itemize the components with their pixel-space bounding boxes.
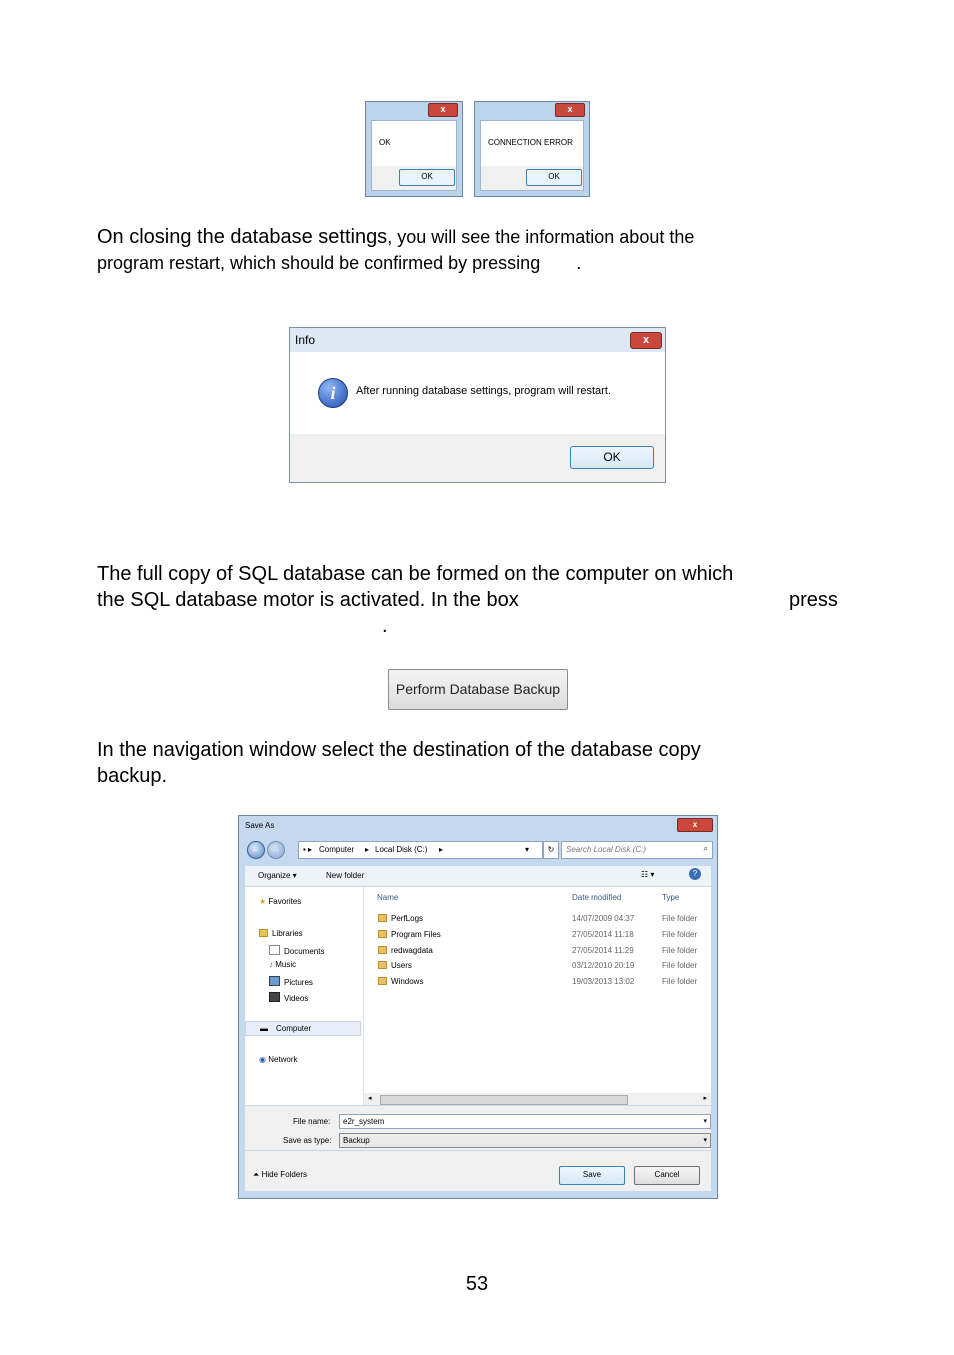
dialog-message: After running database settings, program will restart. <box>356 385 611 397</box>
dialog-title: Save As <box>245 821 275 830</box>
library-icon <box>259 929 268 937</box>
paragraph-line2-end: press <box>789 589 838 611</box>
folder-icon <box>378 946 387 954</box>
sidebar-item-label: Favorites <box>268 897 302 906</box>
chevron-down-icon[interactable]: ▾ <box>703 1118 707 1125</box>
address-bar[interactable] <box>298 841 543 859</box>
file-name: Users <box>391 961 412 970</box>
save-options <box>245 1106 711 1150</box>
file-list <box>364 887 711 1105</box>
ok-message-dialog <box>365 101 463 197</box>
paragraph-line3: . <box>382 615 388 637</box>
paragraph-line2: program restart, which should be confirmed by pressing <box>97 253 541 273</box>
paragraph-line2-end: . <box>576 253 582 273</box>
hide-folders-button[interactable] <box>253 1170 307 1180</box>
connection-error-dialog <box>474 101 590 197</box>
pictures-icon <box>269 976 280 986</box>
sidebar-item-videos[interactable] <box>269 992 308 1003</box>
back-icon[interactable]: ← <box>247 841 265 859</box>
sidebar-item-documents[interactable] <box>269 945 324 956</box>
paragraph-line2: backup. <box>97 765 168 787</box>
sidebar-item-network[interactable] <box>259 1055 298 1064</box>
folder-icon <box>378 977 387 985</box>
chevron-up-icon: ⏶ <box>253 1170 262 1179</box>
search-input[interactable] <box>561 841 713 859</box>
file-date: 14/07/2009 04:37 <box>572 914 635 923</box>
refresh-icon[interactable]: ↻ <box>543 841 559 859</box>
file-date: 03/12/2010 20:19 <box>572 961 635 970</box>
list-item[interactable] <box>378 961 412 970</box>
sidebar-item-label: Computer <box>276 1024 312 1033</box>
chevron-left-icon[interactable]: ◂ <box>368 1095 372 1102</box>
network-icon: ◉ <box>259 1055 269 1064</box>
organize-button[interactable]: Organize ▾ <box>258 871 297 880</box>
dialog-content <box>371 120 457 191</box>
paragraph-backup-intro <box>97 561 857 639</box>
file-name-field[interactable] <box>339 1114 711 1129</box>
dialog-content <box>480 120 584 191</box>
computer-icon: ▬ <box>260 1024 268 1033</box>
paragraph-line1: In the navigation window select the destination of the database copy <box>97 739 701 761</box>
breadcrumb-computer[interactable]: Computer <box>319 845 355 854</box>
file-browser <box>245 887 711 1105</box>
help-icon[interactable]: ? <box>689 868 701 880</box>
file-name-value: e2r_system <box>343 1117 385 1126</box>
paragraph-line2: the SQL database motor is activated. In the box <box>97 589 519 611</box>
sidebar-item-computer[interactable] <box>245 1021 361 1036</box>
column-header-name[interactable]: Name <box>377 893 399 902</box>
page-number: 53 <box>465 1273 489 1295</box>
list-item[interactable] <box>378 946 433 955</box>
search-icon: ⌕ <box>703 844 708 853</box>
forward-icon[interactable]: → <box>267 841 285 859</box>
dialog-message: OK <box>379 138 391 147</box>
paragraph-rest: , you will see the information about the <box>387 227 695 247</box>
videos-icon <box>269 992 280 1002</box>
ok-button[interactable]: OK <box>526 169 582 186</box>
horizontal-scrollbar[interactable] <box>364 1093 711 1105</box>
file-type: File folder <box>662 914 698 923</box>
file-name: Program Files <box>391 930 441 939</box>
breadcrumb-local-disk[interactable]: Local Disk (C:) <box>375 845 428 854</box>
sidebar-item-label: Videos <box>284 994 309 1003</box>
paragraph-line1: The full copy of SQL database can be formed on the computer on which <box>97 563 734 585</box>
sidebar-item-label: Libraries <box>272 929 303 938</box>
save-as-dialog <box>238 815 718 1199</box>
file-name: Windows <box>391 977 424 986</box>
file-name: PerfLogs <box>391 914 424 923</box>
info-dialog <box>289 327 666 483</box>
paragraph-restart-info <box>97 224 694 276</box>
file-date: 27/05/2014 11:29 <box>572 946 634 955</box>
dialog-footer <box>290 434 665 482</box>
chevron-right-icon: ▸ <box>365 845 370 854</box>
paragraph-lead: On closing the database settings <box>97 226 388 248</box>
save-type-value: Backup <box>343 1136 370 1145</box>
music-icon: ♪ <box>269 960 276 969</box>
folder-icon <box>378 914 387 922</box>
folder-icon <box>378 961 387 969</box>
save-button[interactable]: Save <box>559 1166 625 1185</box>
file-name: redwagdata <box>391 946 433 955</box>
list-item[interactable] <box>378 930 441 939</box>
dialog-footer <box>245 1151 711 1191</box>
perform-database-backup-button[interactable]: Perform Database Backup <box>388 669 568 710</box>
file-type: File folder <box>662 930 698 939</box>
sidebar-item-label: Documents <box>284 947 325 956</box>
sidebar-item-label: Network <box>268 1055 298 1064</box>
chevron-right-icon[interactable]: ▸ <box>703 1095 707 1102</box>
file-date: 19/03/2013 13:02 <box>572 977 635 986</box>
save-type-label: Save as type: <box>283 1136 332 1145</box>
cancel-button[interactable]: Cancel <box>634 1166 700 1185</box>
dialog-message: CONNECTION ERROR <box>488 138 573 147</box>
scrollbar-thumb[interactable] <box>380 1095 628 1105</box>
chevron-down-icon[interactable]: ▾ <box>525 845 530 854</box>
close-icon[interactable]: x <box>555 103 585 117</box>
view-icon[interactable]: ☷ ▾ <box>641 870 655 879</box>
sidebar-item-music[interactable] <box>269 960 296 969</box>
document-icon <box>269 945 280 955</box>
paragraph-navigation <box>97 737 701 789</box>
navigation-bar <box>245 840 711 860</box>
file-type: File folder <box>662 977 698 986</box>
close-icon[interactable]: x <box>677 818 713 832</box>
ok-button[interactable]: OK <box>399 169 455 186</box>
hide-folders-label: Hide Folders <box>261 1170 307 1179</box>
navigation-pane <box>245 887 364 1105</box>
file-date: 27/05/2014 11:18 <box>572 930 634 939</box>
sidebar-item-favorites[interactable] <box>259 897 301 906</box>
search-placeholder: Search Local Disk (C:) <box>566 845 647 854</box>
dialog-footer <box>372 166 456 190</box>
ok-button[interactable]: OK <box>570 446 654 469</box>
file-name-label: File name: <box>293 1117 331 1126</box>
list-item[interactable] <box>378 977 423 986</box>
column-header-date[interactable]: Date modified <box>572 893 622 902</box>
chevron-right-icon: ▸ <box>439 845 444 854</box>
file-type: File folder <box>662 946 698 955</box>
computer-icon: ▪ ▸ <box>303 845 313 854</box>
toolbar <box>245 866 711 887</box>
folder-icon <box>378 930 387 938</box>
sidebar-item-pictures[interactable] <box>269 976 313 987</box>
sidebar-item-label: Pictures <box>284 978 313 987</box>
dialog-title: Info <box>290 328 665 352</box>
close-icon[interactable]: x <box>630 332 662 349</box>
sidebar-item-label: Music <box>275 960 297 969</box>
new-folder-button[interactable]: New folder <box>326 871 365 880</box>
star-icon: ★ <box>259 897 269 906</box>
column-header-type[interactable]: Type <box>662 893 680 902</box>
dialog-footer <box>481 166 583 190</box>
close-icon[interactable]: x <box>428 103 458 117</box>
list-item[interactable] <box>378 914 423 923</box>
save-type-select[interactable] <box>339 1133 711 1148</box>
sidebar-item-libraries[interactable] <box>259 929 303 938</box>
file-type: File folder <box>662 961 698 970</box>
chevron-down-icon[interactable]: ▾ <box>703 1137 707 1144</box>
info-icon: i <box>318 378 348 408</box>
